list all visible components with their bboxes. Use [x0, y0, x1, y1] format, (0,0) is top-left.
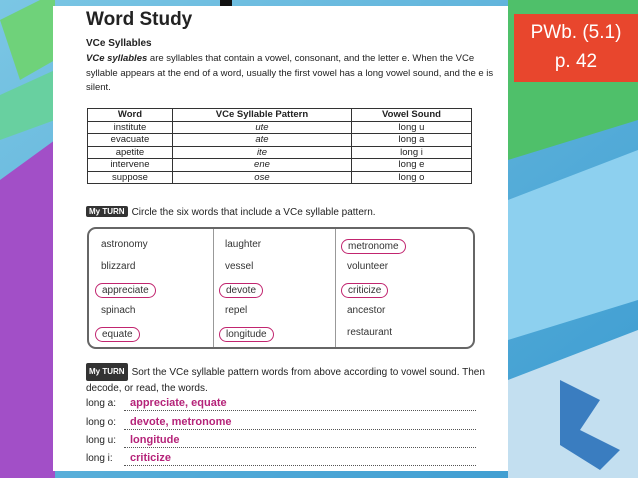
description	[86, 52, 496, 96]
cell-word: suppose	[88, 171, 173, 184]
my-turn-instruction-1	[86, 206, 376, 218]
cell-word: apetite	[88, 146, 173, 159]
header-pattern: VCe Syllable Pattern	[172, 109, 351, 122]
cell-word: institute	[88, 121, 173, 134]
table-row	[88, 171, 472, 184]
answer-line	[124, 465, 476, 466]
page-title: Word Study	[86, 9, 193, 30]
word-item-circled: criticize	[341, 283, 388, 298]
badge-line-1: PWb. (5.1)	[530, 22, 622, 43]
answer-line	[124, 429, 476, 430]
word-item: spinach	[101, 305, 136, 316]
cell-pattern: ute	[172, 121, 351, 134]
answer-row-long-o	[86, 416, 476, 432]
cell-vowel: long e	[352, 159, 472, 172]
answer-row-long-u	[86, 434, 476, 450]
description-text: are syllables that contain a vowel, consonant, and the letter e. When the VCe syllable appears at the end of a word, usually the first vowel has a long vowel sound, and the e is silent.	[86, 53, 494, 93]
answer-label: long u:	[86, 435, 117, 446]
table-row	[88, 159, 472, 172]
word-item: ancestor	[347, 305, 386, 316]
word-item: restaurant	[347, 327, 393, 338]
word-item-circled: appreciate	[95, 283, 156, 298]
word-column-3	[335, 229, 473, 347]
answer-handwriting: appreciate, equate	[130, 397, 227, 409]
cell-vowel: long a	[352, 134, 472, 147]
cell-pattern: ate	[172, 134, 351, 147]
word-item: volunteer	[347, 261, 389, 272]
cell-vowel: long i	[352, 146, 472, 159]
answer-row-long-i	[86, 452, 476, 468]
vce-table	[87, 108, 472, 184]
cell-pattern: ene	[172, 159, 351, 172]
answer-label: long o:	[86, 417, 117, 428]
cell-word: intervene	[88, 159, 173, 172]
description-term: VCe syllables	[86, 53, 148, 64]
word-item: vessel	[225, 261, 254, 272]
word-item-circled: devote	[219, 283, 263, 298]
answer-handwriting: criticize	[130, 452, 171, 464]
cell-vowel: long u	[352, 121, 472, 134]
answer-row-long-a	[86, 397, 476, 413]
instruction-text: Circle the six words that include a VCe syllable pattern.	[131, 207, 376, 218]
answer-label: long a:	[86, 398, 117, 409]
cell-word: evacuate	[88, 134, 173, 147]
my-turn-badge: My TURN	[86, 363, 128, 381]
word-item-circled: metronome	[341, 239, 406, 254]
word-column-2	[213, 229, 336, 347]
word-item-circled: equate	[95, 327, 140, 342]
answer-line	[124, 410, 476, 411]
answer-label: long i:	[86, 453, 113, 464]
header-word: Word	[88, 109, 173, 122]
my-turn-badge: My TURN	[86, 206, 128, 217]
word-item: repel	[225, 305, 248, 316]
word-item: astronomy	[101, 239, 148, 250]
word-item: laughter	[225, 239, 262, 250]
workbook-reference-badge	[514, 14, 638, 82]
my-turn-instruction-2	[86, 363, 496, 396]
word-box	[87, 227, 475, 349]
header-vowel: Vowel Sound	[352, 109, 472, 122]
word-item: blizzard	[101, 261, 136, 272]
cell-pattern: ite	[172, 146, 351, 159]
answer-handwriting: devote, metronome	[130, 416, 232, 428]
table-row	[88, 134, 472, 147]
table-row	[88, 146, 472, 159]
answer-line	[124, 447, 476, 448]
workbook-page	[53, 6, 508, 471]
cell-pattern: ose	[172, 171, 351, 184]
instruction-text: Sort the VCe syllable pattern words from above according to vowel sound. Then decode, or read, the words.	[86, 367, 485, 394]
cell-vowel: long o	[352, 171, 472, 184]
answer-handwriting: longitude	[130, 434, 180, 446]
page-subtitle: VCe Syllables	[86, 38, 152, 49]
badge-line-2: p. 42	[554, 51, 598, 72]
word-item-circled: longitude	[219, 327, 274, 342]
table-row	[88, 121, 472, 134]
word-column-1	[89, 229, 214, 347]
table-header-row	[88, 109, 472, 122]
